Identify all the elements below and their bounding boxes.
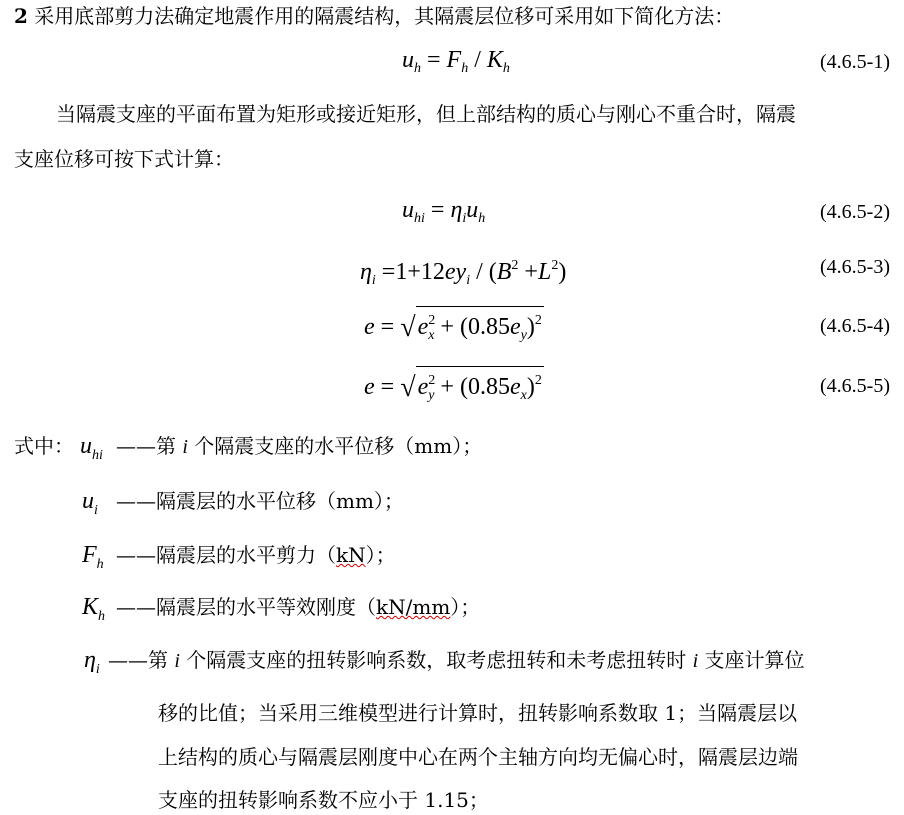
symbol-uhi: $u_{hi}$	[80, 433, 103, 463]
equation-4-label: (4.6.5-4)	[820, 315, 890, 337]
clause-number: 2	[14, 4, 28, 28]
symbol-Kh: $K_h$	[82, 594, 106, 624]
legend-item-eta-line-2: 移的比值；当采用三维模型进行计算时，扭转影响系数取 1；当隔震层以	[158, 701, 798, 725]
equation-5: $e = √e^2_y + (0.85e_x)^2$	[364, 366, 544, 410]
legend-item-uhi: ——第 i 个隔震支座的水平位移（mm）；	[116, 434, 483, 458]
clause-text: 采用底部剪力法确定地震作用的隔震结构，其隔震层位移可采用如下简化方法：	[34, 4, 735, 28]
equation-5-label: (4.6.5-5)	[820, 375, 890, 397]
equation-2: $u_{hi} = \eta_iu_h$	[402, 197, 486, 226]
legend-item-eta-line-1: ——第 i 个隔震支座的扭转影响系数，取考虑扭转和未考虑扭转时 i 支座计算位	[108, 648, 805, 672]
legend-item-eta-line-4: 支座的扭转影响系数不应小于 1.15；	[158, 788, 489, 812]
sqrt-symbol: $√e^2_x + (0.85e_y)^2$	[400, 306, 544, 350]
sqrt-symbol: $√e^2_y + (0.85e_x)^2$	[400, 366, 544, 410]
equation-3-label: (4.6.5-3)	[820, 256, 890, 278]
legend-intro: 式中：	[14, 434, 74, 458]
symbol-ui: $u_i$	[82, 488, 98, 518]
legend-item-Kh: ——隔震层的水平等效刚度（kN/mm）；	[116, 595, 481, 619]
paragraph-line-2: 支座位移可按下式计算：	[14, 147, 234, 171]
equation-2-label: (4.6.5-2)	[820, 201, 890, 223]
paragraph-line-1: 当隔震支座的平面布置为矩形或接近矩形，但上部结构的质心与刚心不重合时，隔震	[56, 102, 796, 126]
equation-3: $\eta_i =1+12ey_i / (B^2 +L^2)$	[360, 258, 567, 288]
legend-item-eta-line-3: 上结构的质心与隔震层刚度中心在两个主轴方向均无偏心时，隔震层边端	[158, 745, 798, 769]
symbol-Fh: $F_h$	[82, 542, 104, 572]
symbol-eta-i: $\eta_i$	[84, 647, 100, 677]
legend-item-ui: ——隔震层的水平位移（mm）；	[116, 489, 404, 513]
equation-4: $e = √e^2_x + (0.85e_y)^2$	[364, 306, 544, 350]
equation-1-label: (4.6.5-1)	[820, 51, 890, 73]
equation-1: $u_h = F_h / K_h$	[402, 47, 510, 76]
legend-item-Fh: ——隔震层的水平剪力（kN）；	[116, 543, 396, 567]
clause-line	[14, 2, 734, 30]
